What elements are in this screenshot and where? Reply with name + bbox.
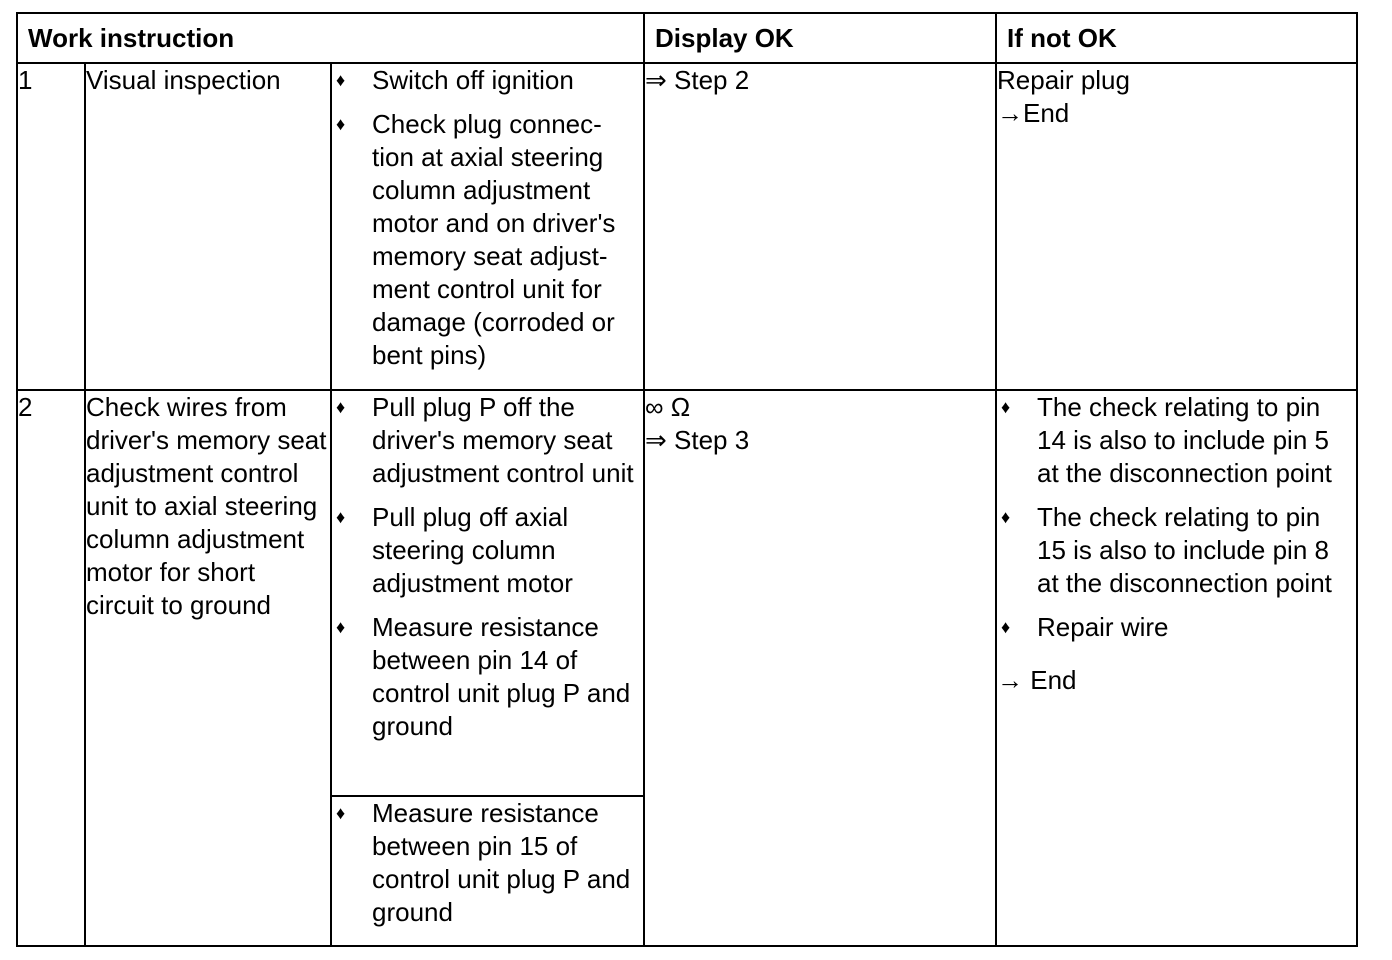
display-ok-text: ⇒ Step 2 bbox=[645, 65, 750, 95]
header-if-not-ok: If not OK bbox=[996, 13, 1357, 63]
remedy-text: The check relating to pin 14 is also to include pin 5 at the disconnection point bbox=[1037, 392, 1332, 488]
action-text: Pull plug P off the driver's memory seat adjustment control unit bbox=[372, 392, 634, 488]
list-item bbox=[997, 391, 1356, 490]
header-row bbox=[17, 13, 1357, 63]
action-text: Check plug connec-tion at axial steering column adjustment motor and on driver's memory seat adjust-ment control unit for damage (corroded or bent pins) bbox=[372, 109, 616, 370]
display-ok-cell bbox=[644, 63, 996, 390]
header-display-ok: Display OK bbox=[644, 13, 996, 63]
diamond-bullet-icon: ♦ bbox=[336, 617, 346, 637]
remedy-text: The check relating to pin 15 is also to include pin 8 at the disconnection point bbox=[1037, 502, 1332, 598]
remedy-text: Repair wire bbox=[1037, 612, 1169, 642]
step-number: 2 bbox=[17, 390, 85, 946]
diamond-bullet-icon: ♦ bbox=[336, 114, 346, 134]
step-title: Check wires from driver's memory seat adjustment control unit to axial steering column adjustment motor for short circuit to ground bbox=[85, 390, 331, 946]
if-not-ok-cell bbox=[996, 390, 1357, 946]
list-item bbox=[332, 611, 643, 743]
step-actions bbox=[331, 796, 644, 946]
diamond-bullet-icon: ♦ bbox=[336, 803, 346, 823]
diamond-bullet-icon: ♦ bbox=[1001, 507, 1011, 527]
if-not-ok-text: Repair plug bbox=[997, 65, 1130, 95]
list-item bbox=[997, 501, 1356, 600]
work-instruction-table bbox=[16, 12, 1358, 947]
list-item bbox=[332, 391, 643, 490]
if-not-ok-text: →End bbox=[997, 98, 1070, 128]
list-item bbox=[332, 501, 643, 600]
action-text: Pull plug off axial steering column adjustment motor bbox=[372, 502, 573, 598]
diamond-bullet-icon: ♦ bbox=[336, 397, 346, 417]
header-work-instruction: Work instruction bbox=[17, 13, 644, 63]
step-number: 1 bbox=[17, 63, 85, 390]
action-text: Switch off ignition bbox=[372, 65, 574, 95]
list-item bbox=[332, 797, 643, 929]
step-title: Visual inspection bbox=[85, 63, 331, 390]
list-item bbox=[997, 611, 1356, 644]
list-item bbox=[332, 108, 643, 372]
display-ok-text: ⇒ Step 3 bbox=[645, 425, 750, 455]
display-ok-cell bbox=[644, 390, 996, 946]
diamond-bullet-icon: ♦ bbox=[336, 507, 346, 527]
action-text: Measure resistance between pin 14 of control unit plug P and ground bbox=[372, 612, 631, 741]
action-text: Measure resistance between pin 15 of control unit plug P and ground bbox=[372, 798, 631, 927]
step-actions bbox=[331, 390, 644, 796]
table-row bbox=[17, 390, 1357, 796]
diamond-bullet-icon: ♦ bbox=[1001, 617, 1011, 637]
list-item bbox=[332, 64, 643, 97]
if-not-ok-end: → End bbox=[997, 665, 1077, 695]
if-not-ok-cell bbox=[996, 63, 1357, 390]
display-ok-text: ∞ Ω bbox=[645, 392, 691, 422]
diamond-bullet-icon: ♦ bbox=[1001, 397, 1011, 417]
step-actions bbox=[331, 63, 644, 390]
table-row bbox=[17, 63, 1357, 390]
diamond-bullet-icon: ♦ bbox=[336, 70, 346, 90]
